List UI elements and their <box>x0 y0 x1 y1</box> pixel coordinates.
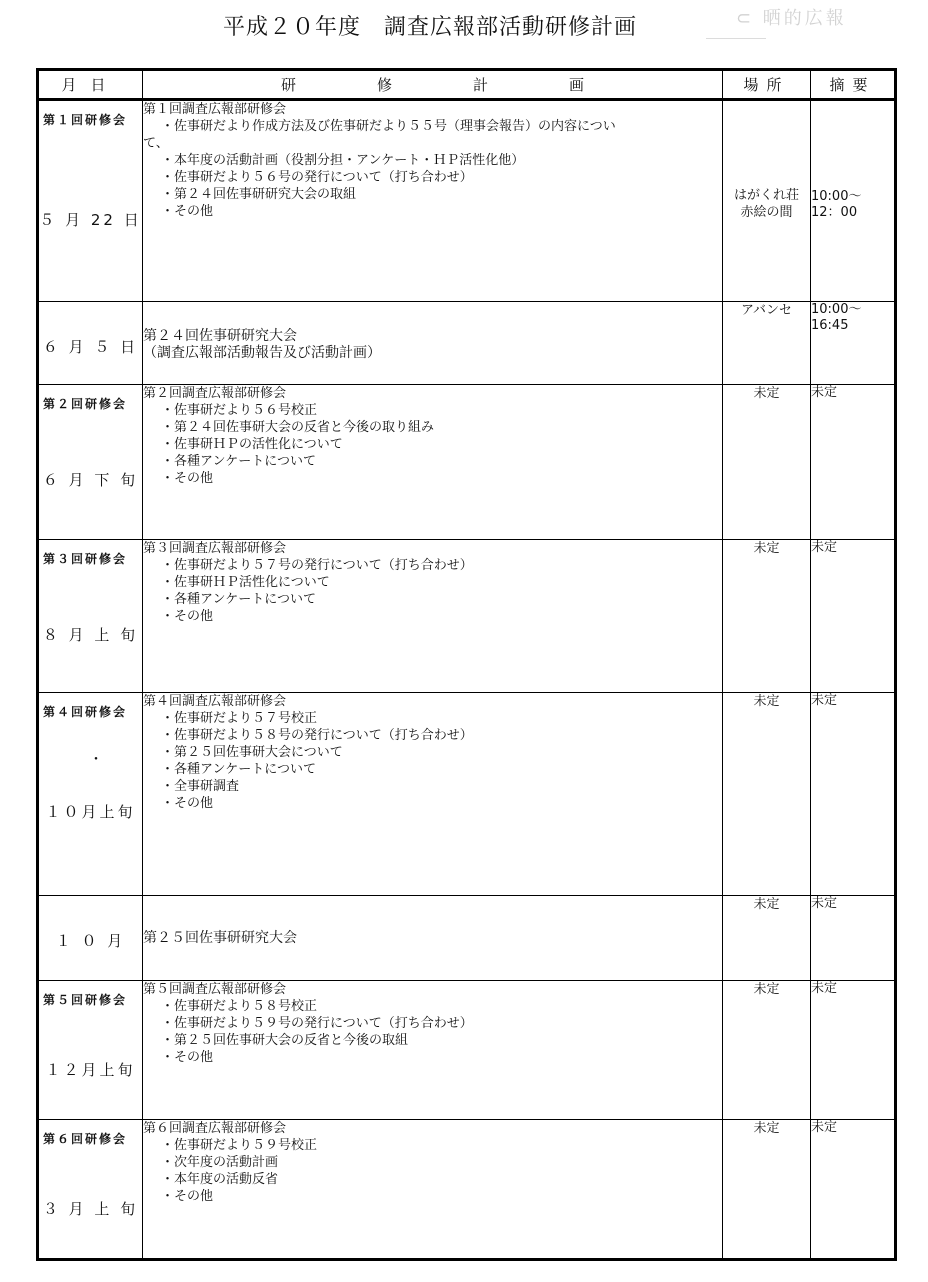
plan-cell <box>143 1120 723 1260</box>
date-label: ５ 月 22 日 <box>39 211 142 229</box>
plan-item: ・佐事研だより５９号の発行について（打ち合わせ） <box>161 1016 473 1031</box>
date-cell <box>38 385 143 540</box>
plan-item: ・第２５回佐事研大会の反省と今後の取組 <box>161 1033 409 1048</box>
session-label: 第３回研修会 <box>43 552 128 566</box>
note-cell <box>811 896 896 981</box>
plan-item: ・佐事研だより作成方法及び佐事研だより５５号（理事会報告）の内容につい <box>161 119 616 134</box>
table-row <box>38 896 896 981</box>
plan-item: ・本年度の活動反省 <box>161 1172 279 1187</box>
plan-item: ・その他 <box>161 204 214 219</box>
plan-cell <box>143 693 723 896</box>
header-plan-char: 画 <box>568 76 584 94</box>
plan-title: 第５回調査広報部研修会 <box>143 982 287 997</box>
place-cell <box>723 981 811 1120</box>
place-cell <box>723 693 811 896</box>
table-row <box>38 540 896 693</box>
note-line: 10:00〜 <box>811 302 862 317</box>
table-row <box>38 693 896 896</box>
note-cell <box>811 385 896 540</box>
date-cell <box>38 693 143 896</box>
plan-item: ・各種アンケートについて <box>161 592 316 607</box>
plan-item: て、 <box>143 136 169 151</box>
header-plan-char: 研 <box>280 76 296 94</box>
plan-cell <box>143 302 723 385</box>
date-cell <box>38 302 143 385</box>
bleed-through-text: ⊂ 晒的広報 <box>736 8 847 29</box>
date-label: １ ０ 月 <box>55 932 126 950</box>
place-line: 未定 <box>753 982 780 997</box>
place-line: はがくれ荘 <box>733 188 799 203</box>
plan-item: ・佐事研だより５６号校正 <box>161 403 318 418</box>
date-label: １０月上旬 <box>45 803 136 821</box>
note-cell <box>811 693 896 896</box>
session-label: 第２回研修会 <box>43 397 128 411</box>
plan-item: ・その他 <box>161 1189 214 1204</box>
plan-item: ・佐事研ＨＰ活性化について <box>161 575 330 590</box>
header-note: 摘要 <box>811 70 896 100</box>
date-cell <box>38 896 143 981</box>
date-cell <box>38 540 143 693</box>
plan-cell <box>143 896 723 981</box>
place-cell <box>723 896 811 981</box>
plan-item: ・各種アンケートについて <box>161 454 316 469</box>
table-row <box>38 100 896 302</box>
place-cell <box>723 385 811 540</box>
place-line: 未定 <box>753 541 780 556</box>
date-cell <box>38 1120 143 1260</box>
date-label: １２月上旬 <box>45 1061 136 1079</box>
note-line: 未定 <box>811 1120 838 1135</box>
note-line: 未定 <box>811 896 838 911</box>
header-plan-char: 修 <box>376 76 392 94</box>
table-header-row <box>38 70 896 100</box>
plan-item: ・第２４回佐事研大会の反省と今後の取り組み <box>161 420 435 435</box>
plan-item: ・第２４回佐事研研究大会の取組 <box>161 187 357 202</box>
place-cell <box>723 302 811 385</box>
table-row <box>38 302 896 385</box>
plan-item: ・その他 <box>161 1050 214 1065</box>
date-label: ３ 月 上 旬 <box>42 1200 139 1218</box>
note-cell <box>811 100 896 302</box>
note-line: 10:00〜 <box>811 189 862 204</box>
plan-title: 第２回調査広報部研修会 <box>143 386 287 401</box>
place-cell <box>723 100 811 302</box>
header-plan <box>143 70 723 100</box>
plan-item: ・佐事研だより５７号の発行について（打ち合わせ） <box>161 558 473 573</box>
plan-item: ・各種アンケートについて <box>161 762 316 777</box>
note-line: 未定 <box>811 540 838 555</box>
note-cell <box>811 981 896 1120</box>
date-label: ８ 月 上 旬 <box>42 626 139 644</box>
plan-title: 第１回調査広報部研修会 <box>143 102 287 117</box>
plan-title: 第６回調査広報部研修会 <box>143 1121 287 1136</box>
plan-item: ・その他 <box>161 471 214 486</box>
plan-title: 第２５回佐事研研究大会 <box>143 929 297 946</box>
header-plan-char: 計 <box>472 76 488 94</box>
plan-title: 第３回調査広報部研修会 <box>143 541 287 556</box>
date-cell <box>38 100 143 302</box>
bleed-through-line <box>706 38 766 39</box>
plan-item: ・第２５回佐事研大会について <box>161 745 343 760</box>
plan-item: ・佐事研だより５７号校正 <box>161 711 318 726</box>
place-line: 未定 <box>753 1121 780 1136</box>
plan-title: 第４回調査広報部研修会 <box>143 694 287 709</box>
place-cell <box>723 540 811 693</box>
table-row <box>38 1120 896 1260</box>
header-place: 場所 <box>723 70 811 100</box>
plan-item: ・佐事研だより５８号の発行について（打ち合わせ） <box>161 728 473 743</box>
training-plan-table <box>36 68 897 1261</box>
place-line: 未定 <box>753 694 780 709</box>
stray-mark: ・ <box>89 752 103 768</box>
note-cell <box>811 540 896 693</box>
place-cell <box>723 1120 811 1260</box>
plan-cell <box>143 540 723 693</box>
note-cell <box>811 1120 896 1260</box>
place-line: 赤絵の間 <box>740 205 793 220</box>
plan-item: ・その他 <box>161 609 214 624</box>
plan-item: （調査広報部活動報告及び活動計画） <box>143 345 381 361</box>
table-row <box>38 981 896 1120</box>
page-title: 平成２０年度 調査広報部活動研修計画 <box>222 15 637 40</box>
place-line: 未定 <box>753 897 780 912</box>
plan-item: ・全事研調査 <box>161 779 240 794</box>
date-cell <box>38 981 143 1120</box>
plan-item: ・佐事研だより５９号校正 <box>161 1138 318 1153</box>
session-label: 第５回研修会 <box>43 993 128 1007</box>
plan-item: ・佐事研だより５６号の発行について（打ち合わせ） <box>161 170 473 185</box>
session-label: 第１回研修会 <box>43 113 128 127</box>
place-line: 未定 <box>753 386 780 401</box>
session-label: 第４回研修会 <box>43 705 128 719</box>
note-line: 12：00 <box>811 205 858 220</box>
note-cell <box>811 302 896 385</box>
note-line: 未定 <box>811 981 838 996</box>
header-date: 月日 <box>38 70 143 100</box>
date-label: ６ 月 下 旬 <box>42 471 139 489</box>
session-label: 第６回研修会 <box>43 1132 128 1146</box>
note-line: 16:45 <box>811 318 849 333</box>
plan-item: ・佐事研ＨＰの活性化について <box>161 437 343 452</box>
plan-item: ・佐事研だより５８号校正 <box>161 999 318 1014</box>
plan-cell <box>143 100 723 302</box>
plan-item: ・本年度の活動計画（役割分担・アンケート・ＨＰ活性化他） <box>161 153 525 168</box>
plan-item: ・次年度の活動計画 <box>161 1155 279 1170</box>
date-label: ６ 月 ５ 日 <box>42 338 139 356</box>
plan-cell <box>143 981 723 1120</box>
plan-cell <box>143 385 723 540</box>
table-row <box>38 385 896 540</box>
plan-item: ・その他 <box>161 796 214 811</box>
note-line: 未定 <box>811 693 838 708</box>
place-line: アバンセ <box>741 303 792 318</box>
plan-title: 第２４回佐事研研究大会 <box>143 328 297 344</box>
note-line: 未定 <box>811 385 838 400</box>
